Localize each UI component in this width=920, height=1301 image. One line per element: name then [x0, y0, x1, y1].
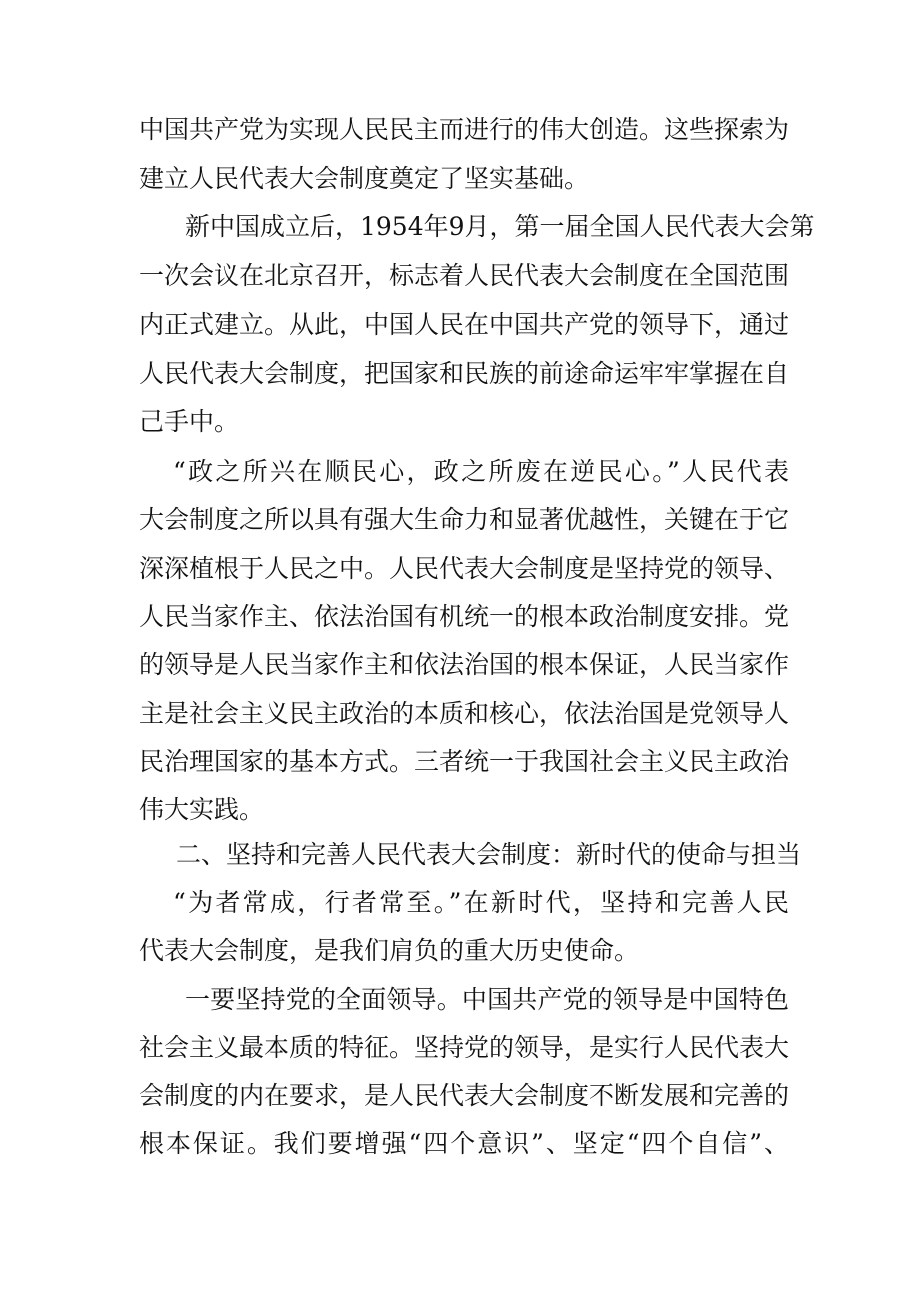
text-line: 代表大会制度，是我们肩负的重大历史使命。 [139, 936, 640, 965]
text-line: 会制度的内在要求，是人民代表大会制度不断发展和完善的 [139, 1081, 790, 1110]
text-line: 伟大实践。 [139, 795, 265, 824]
text-line: 人民代表大会制度，把国家和民族的前途命运牢牢掌握在自 [139, 359, 790, 388]
paragraph-first-line: 新中国成立后，1954年9月，第一届全国人民代表大会第 [185, 212, 815, 241]
section-heading: 二、坚持和完善人民代表大会制度：新时代的使命与担当 [176, 840, 802, 869]
text-line: 一次会议在北京召开，标志着人民代表大会制度在全国范围 [139, 261, 790, 290]
text-line: 人民当家作主、依法治国有机统一的根本政治制度安排。党 [139, 602, 790, 631]
text-line: 民治理国家的基本方式。三者统一于我国社会主义民主政治 [139, 747, 790, 776]
paragraph-first-line: “为者常成，行者常至。”在新时代，坚持和完善人民 [173, 888, 789, 917]
text-line: 社会主义最本质的特征。坚持党的领导，是实行人民代表大 [139, 1033, 790, 1062]
text-line: 大会制度之所以具有强大生命力和显著优越性，关键在于它 [139, 505, 790, 534]
paragraph-first-line: 一要坚持党的全面领导。中国共产党的领导是中国特色 [185, 985, 789, 1014]
text-line: 根本保证。我们要增强“四个意识”、坚定“四个自信”、 [139, 1129, 789, 1158]
text-line: 内正式建立。从此，中国人民在中国共产党的领导下，通过 [139, 310, 790, 339]
text-line: 深深植根于人民之中。人民代表大会制度是坚持党的领导、 [139, 554, 790, 583]
paragraph-first-line: “政之所兴在顺民心，政之所废在逆民心。”人民代表 [173, 457, 789, 486]
text-line: 建立人民代表大会制度奠定了坚实基础。 [139, 164, 590, 193]
text-line: 中国共产党为实现人民民主而进行的伟大创造。这些探索为 [139, 115, 790, 144]
text-line: 的领导是人民当家作主和依法治国的根本保证，人民当家作 [139, 650, 790, 679]
text-line: 主是社会主义民主政治的本质和核心，依法治国是党领导人 [139, 699, 790, 728]
text-line: 己手中。 [139, 407, 240, 436]
